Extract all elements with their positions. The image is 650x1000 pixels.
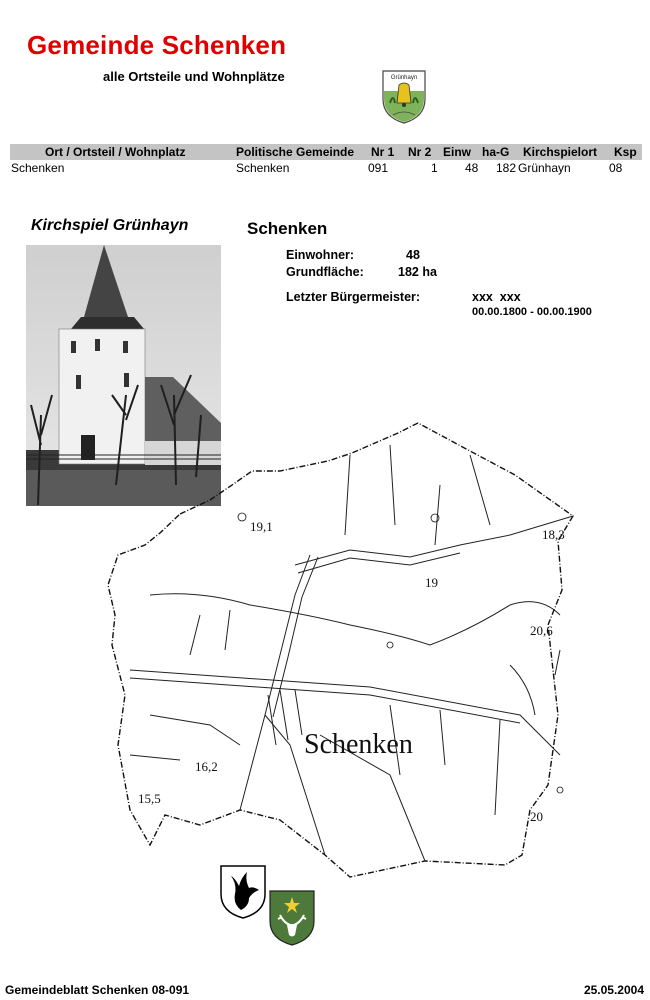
mayor-period: 00.00.1800 - 00.00.1900 xyxy=(472,306,592,318)
footer-date: 25.05.2004 xyxy=(583,983,644,997)
map-elevation: 20,6 xyxy=(530,623,553,638)
col-politische-gemeinde: Politische Gemeinde xyxy=(236,145,355,159)
cell-ort: Schenken xyxy=(11,161,65,175)
crest-label: Grünhayn xyxy=(390,75,418,81)
elk-crest-icon xyxy=(219,864,267,920)
col-ksp: Ksp xyxy=(614,145,637,159)
footer-document-id: Gemeindeblatt Schenken 08-091 xyxy=(5,983,190,997)
cell-kirchspielort: Grünhayn xyxy=(518,161,571,175)
map-elevation: 16,2 xyxy=(195,759,218,774)
map-elevation: 18,3 xyxy=(542,527,565,542)
page-title: Gemeinde Schenken xyxy=(27,30,287,60)
flaeche-value: 182 ha xyxy=(398,265,437,279)
places-table xyxy=(10,144,642,176)
cell-nr2: 1 xyxy=(431,161,438,175)
col-einw: Einw xyxy=(443,145,472,159)
stag-crest-icon xyxy=(268,889,316,947)
col-kirchspielort: Kirchspielort xyxy=(523,145,598,159)
table-row xyxy=(10,160,642,176)
flaeche-label: Grundfläche: xyxy=(286,265,364,279)
cell-gemeinde: Schenken xyxy=(236,161,290,175)
cell-ksp: 08 xyxy=(609,161,623,175)
table-header xyxy=(10,144,642,160)
col-ha-g: ha-G xyxy=(482,145,510,159)
place-heading: Schenken xyxy=(247,219,328,238)
map-elevation: 15,5 xyxy=(138,791,161,806)
einwohner-label: Einwohner: xyxy=(286,248,355,262)
cell-einw: 48 xyxy=(465,161,479,175)
cell-ha-g: 182 xyxy=(496,161,517,175)
col-nr2: Nr 2 xyxy=(408,145,432,159)
col-nr1: Nr 1 xyxy=(371,145,395,159)
mayor-label: Letzter Bürgermeister: xyxy=(286,290,421,304)
einwohner-value: 48 xyxy=(406,248,420,262)
map-elevation: 20 xyxy=(530,809,543,824)
page-subtitle: alle Ortsteile und Wohnplätze xyxy=(103,69,285,84)
col-ort: Ort / Ortsteil / Wohnplatz xyxy=(45,145,186,159)
map-elevation: 19 xyxy=(425,575,438,590)
gruenhayn-crest-icon xyxy=(381,69,427,125)
map-elevation: 19,1 xyxy=(250,519,273,534)
mayor-name: xxx xxx xyxy=(472,290,521,304)
cell-nr1: 091 xyxy=(368,161,389,175)
parish-heading: Kirchspiel Grünhayn xyxy=(31,217,189,234)
map-village-label: Schenken xyxy=(304,729,413,760)
village-map xyxy=(90,415,645,885)
